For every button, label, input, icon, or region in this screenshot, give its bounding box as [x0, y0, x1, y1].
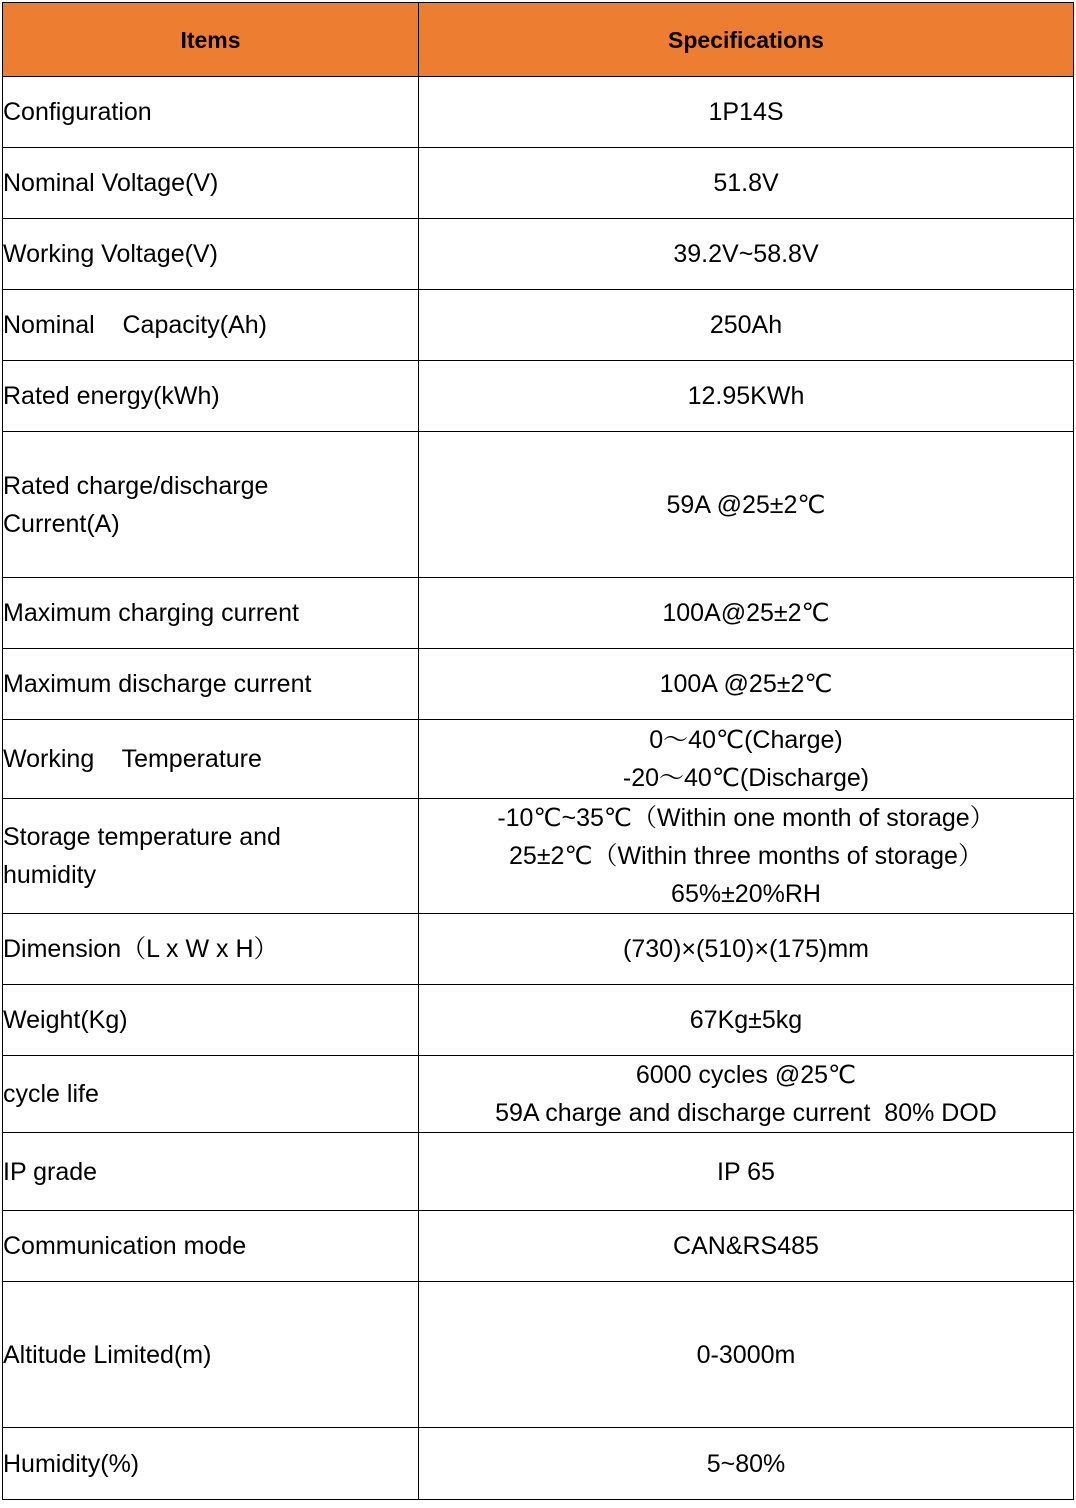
spec-cell — [419, 1428, 1074, 1500]
specifications-table — [2, 2, 1074, 1500]
table-row — [3, 985, 1074, 1056]
spec-line: CAN&RS485 — [673, 1232, 819, 1260]
item-cell: Configuration — [3, 77, 419, 148]
spec-line: 59A @25±2℃ — [666, 490, 826, 519]
spec-line: 6000 cycles @25℃ — [635, 1061, 857, 1089]
spec-cell — [419, 432, 1074, 578]
spec-line: IP 65 — [717, 1157, 775, 1186]
table-row — [3, 720, 1074, 799]
table-row — [3, 77, 1074, 148]
item-cell: Working Temperature — [3, 720, 419, 799]
item-cell: Nominal Voltage(V) — [3, 148, 419, 219]
spec-line: 0-3000m — [696, 1340, 796, 1369]
spec-cell — [419, 985, 1074, 1056]
item-cell: Dimension（L x W x H） — [3, 914, 419, 985]
table-row — [3, 914, 1074, 985]
item-cell: cycle life — [3, 1056, 419, 1133]
spec-line: (730)×(510)×(175)mm — [623, 935, 869, 963]
table-row — [3, 1428, 1074, 1500]
item-cell: Altitude Limited(m) — [3, 1282, 419, 1428]
spec-cell — [419, 1133, 1074, 1211]
spec-cell — [419, 361, 1074, 432]
item-cell: Rated charge/discharge Current(A) — [3, 432, 419, 578]
item-cell: Weight(Kg) — [3, 985, 419, 1056]
spec-line: 39.2V~58.8V — [673, 240, 819, 268]
spec-line: 0～40℃(Charge) — [649, 726, 843, 754]
item-cell: Maximum discharge current — [3, 649, 419, 720]
header-items: Items — [3, 3, 419, 77]
spec-cell — [419, 914, 1074, 985]
spec-line: 67Kg±5kg — [689, 1006, 803, 1034]
table-row — [3, 1133, 1074, 1211]
table-row — [3, 1056, 1074, 1133]
table-row — [3, 432, 1074, 578]
table-row — [3, 649, 1074, 720]
spec-line: 5~80% — [706, 1449, 786, 1478]
spec-line: 1P14S — [708, 98, 784, 126]
spec-cell — [419, 799, 1074, 914]
table-row — [3, 799, 1074, 914]
spec-cell — [419, 720, 1074, 799]
spec-line: 12.95KWh — [687, 382, 805, 410]
table-row — [3, 290, 1074, 361]
table-header-row — [3, 3, 1074, 77]
spec-line: 250Ah — [709, 311, 783, 339]
spec-line: 65%±20%RH — [671, 880, 821, 908]
item-cell: Working Voltage(V) — [3, 219, 419, 290]
table-body — [3, 77, 1074, 1500]
table-row — [3, 361, 1074, 432]
spec-cell — [419, 1282, 1074, 1428]
spec-line: 51.8V — [713, 169, 779, 197]
spec-cell — [419, 1056, 1074, 1133]
table-row — [3, 219, 1074, 290]
spec-cell — [419, 578, 1074, 649]
spec-cell — [419, 77, 1074, 148]
item-cell: Storage temperature and humidity — [3, 799, 419, 914]
item-cell: Rated energy(kWh) — [3, 361, 419, 432]
spec-line: -20～40℃(Discharge) — [622, 764, 870, 792]
spec-line: 100A@25±2℃ — [662, 599, 830, 627]
table-row — [3, 578, 1074, 649]
spec-cell — [419, 1211, 1074, 1282]
spec-line: -10℃~35℃（Within one month of storage） — [497, 804, 995, 832]
item-cell: Humidity(%) — [3, 1428, 419, 1500]
item-cell: IP grade — [3, 1133, 419, 1211]
table-row — [3, 1282, 1074, 1428]
spec-cell — [419, 148, 1074, 219]
item-cell: Nominal Capacity(Ah) — [3, 290, 419, 361]
spec-cell — [419, 649, 1074, 720]
spec-cell — [419, 290, 1074, 361]
spec-line: 100A @25±2℃ — [659, 670, 833, 698]
spec-line: 59A charge and discharge current 80% DOD — [495, 1099, 997, 1127]
table-row — [3, 148, 1074, 219]
item-cell: Communication mode — [3, 1211, 419, 1282]
spec-cell — [419, 219, 1074, 290]
item-cell: Maximum charging current — [3, 578, 419, 649]
table-row — [3, 1211, 1074, 1282]
header-specifications: Specifications — [419, 3, 1074, 77]
spec-line: 25±2℃（Within three months of storage） — [509, 842, 983, 870]
